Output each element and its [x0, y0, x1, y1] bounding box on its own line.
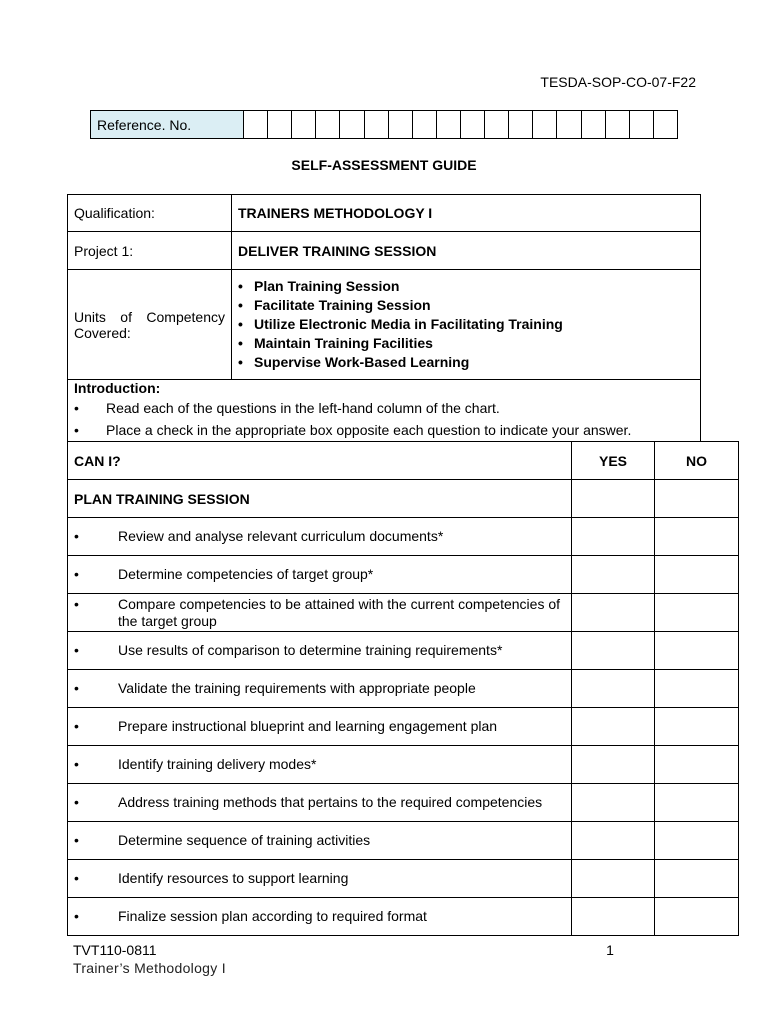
table-row [68, 670, 739, 708]
unit-label: Plan Training Session [254, 278, 400, 294]
section-title: PLAN TRAINING SESSION [68, 480, 572, 518]
table-row [68, 822, 739, 860]
introduction-title: Introduction: [74, 380, 161, 396]
question-cell [68, 784, 572, 822]
bullet-icon: • [74, 595, 79, 612]
reference-digit-box[interactable] [629, 111, 653, 139]
reference-digit-box[interactable] [533, 111, 557, 139]
unit-item [238, 277, 694, 296]
page-title: SELF-ASSESSMENT GUIDE [291, 157, 477, 173]
bullet-icon: • [74, 528, 79, 544]
question-cell [68, 518, 572, 556]
no-checkbox-cell[interactable] [655, 518, 739, 556]
header-can-i: CAN I? [68, 442, 572, 480]
bullet-icon: • [74, 400, 79, 416]
qualification-value: TRAINERS METHODOLOGY I [232, 195, 701, 232]
table-row [68, 594, 739, 632]
no-checkbox-cell[interactable] [655, 898, 739, 936]
introduction-text: Read each of the questions in the left-hand column of the chart. [106, 400, 500, 416]
question-text: Validate the training requirements with appropriate people [118, 680, 476, 696]
question-text: Review and analyse relevant curriculum documents* [118, 528, 444, 544]
no-checkbox-cell[interactable] [655, 860, 739, 898]
table-row [68, 746, 739, 784]
table-row [68, 708, 739, 746]
question-cell [68, 898, 572, 936]
yes-checkbox-cell[interactable] [572, 632, 655, 670]
checklist-section-row [68, 480, 739, 518]
introduction-item [74, 397, 694, 419]
question-cell [68, 860, 572, 898]
question-cell [68, 746, 572, 784]
table-row [68, 784, 739, 822]
yes-checkbox-cell[interactable] [572, 670, 655, 708]
yes-checkbox-cell[interactable] [572, 518, 655, 556]
question-text: Compare competencies to be attained with the current competencies of the target group [118, 595, 561, 629]
project-label: Project 1: [68, 232, 232, 270]
reference-digit-box[interactable] [460, 111, 484, 139]
bullet-icon: • [74, 680, 79, 696]
question-cell [68, 822, 572, 860]
reference-digit-box[interactable] [485, 111, 509, 139]
reference-digit-box[interactable] [605, 111, 629, 139]
units-label: Units of Competency Covered: [68, 270, 232, 380]
question-cell [68, 708, 572, 746]
bullet-icon: • [238, 278, 243, 294]
unit-item [238, 334, 694, 353]
unit-label: Supervise Work-Based Learning [254, 354, 470, 370]
yes-checkbox-cell[interactable] [572, 898, 655, 936]
table-row [68, 518, 739, 556]
no-checkbox-cell[interactable] [655, 632, 739, 670]
unit-item [238, 353, 694, 372]
header-yes: YES [572, 442, 655, 480]
question-text: Determine sequence of training activities [118, 832, 371, 848]
bullet-icon: • [74, 756, 79, 772]
question-cell [68, 594, 572, 632]
question-cell [68, 670, 572, 708]
document-code: TESDA-SOP-CO-07-F22 [540, 74, 696, 90]
introduction-item [74, 419, 694, 441]
introduction [67, 379, 701, 441]
units-list [238, 277, 694, 372]
yes-checkbox-cell[interactable] [572, 556, 655, 594]
bullet-icon: • [74, 642, 79, 658]
header-no: NO [655, 442, 739, 480]
self-assessment-checklist [67, 441, 739, 936]
project-value: DELIVER TRAINING SESSION [232, 232, 701, 270]
bullet-icon: • [74, 794, 79, 810]
reference-digit-box[interactable] [412, 111, 436, 139]
reference-digit-box[interactable] [364, 111, 388, 139]
reference-digit-box[interactable] [653, 111, 677, 139]
reference-digit-box[interactable] [340, 111, 364, 139]
footer-code: TVT110-0811 [73, 942, 157, 958]
unit-item [238, 296, 694, 315]
unit-label: Maintain Training Facilities [254, 335, 433, 351]
reference-digit-box[interactable] [509, 111, 533, 139]
question-text: Determine competencies of target group* [118, 566, 374, 582]
yes-checkbox-cell[interactable] [572, 860, 655, 898]
page-number: 1 [606, 942, 614, 958]
question-text: Finalize session plan according to required format [118, 908, 427, 924]
question-text: Prepare instructional blueprint and learning engagement plan [118, 718, 498, 734]
unit-item [238, 315, 694, 334]
no-checkbox-cell[interactable] [655, 708, 739, 746]
question-text: Use results of comparison to determine training requirements* [118, 642, 503, 658]
reference-label: Reference. No. [91, 111, 244, 139]
yes-checkbox-cell[interactable] [572, 594, 655, 632]
section-yes-cell [572, 480, 655, 518]
units-cell [232, 270, 701, 380]
reference-digit-box[interactable] [292, 111, 316, 139]
introduction-text: Place a check in the appropriate box opposite each question to indicate your answer. [106, 422, 632, 438]
table-row [68, 556, 739, 594]
bullet-icon: • [74, 566, 79, 582]
question-cell [68, 556, 572, 594]
no-checkbox-cell[interactable] [655, 746, 739, 784]
bullet-icon: • [74, 832, 79, 848]
qualification-label: Qualification: [68, 195, 232, 232]
footer-subtitle: Trainer’s Methodology I [73, 960, 226, 976]
yes-checkbox-cell[interactable] [572, 708, 655, 746]
no-checkbox-cell[interactable] [655, 556, 739, 594]
unit-label: Utilize Electronic Media in Facilitating Training [254, 316, 563, 332]
yes-checkbox-cell[interactable] [572, 784, 655, 822]
no-checkbox-cell[interactable] [655, 594, 739, 632]
bullet-icon: • [238, 316, 243, 332]
reference-digit-box[interactable] [244, 111, 268, 139]
no-checkbox-cell[interactable] [655, 670, 739, 708]
checklist-header-row [68, 442, 739, 480]
bullet-icon: • [238, 335, 243, 351]
question-text: Address training methods that pertains to the required competencies [118, 794, 543, 810]
bullet-icon: • [74, 908, 79, 924]
reference-digit-box[interactable] [557, 111, 581, 139]
yes-checkbox-cell[interactable] [572, 746, 655, 784]
reference-digit-box[interactable] [388, 111, 412, 139]
reference-number-strip [90, 110, 678, 139]
table-row [68, 898, 739, 936]
section-no-cell [655, 480, 739, 518]
bullet-icon: • [238, 297, 243, 313]
reference-digit-box[interactable] [316, 111, 340, 139]
reference-digit-box[interactable] [581, 111, 605, 139]
no-checkbox-cell[interactable] [655, 822, 739, 860]
qualification-table [67, 194, 701, 380]
table-row [68, 860, 739, 898]
reference-digit-box[interactable] [436, 111, 460, 139]
bullet-icon: • [74, 422, 79, 438]
bullet-icon: • [74, 870, 79, 886]
table-row [68, 632, 739, 670]
question-text: Identify training delivery modes* [118, 756, 317, 772]
unit-label: Facilitate Training Session [254, 297, 431, 313]
reference-digit-box[interactable] [268, 111, 292, 139]
question-cell [68, 632, 572, 670]
yes-checkbox-cell[interactable] [572, 822, 655, 860]
bullet-icon: • [74, 718, 79, 734]
question-text: Identify resources to support learning [118, 870, 349, 886]
no-checkbox-cell[interactable] [655, 784, 739, 822]
bullet-icon: • [238, 354, 243, 370]
